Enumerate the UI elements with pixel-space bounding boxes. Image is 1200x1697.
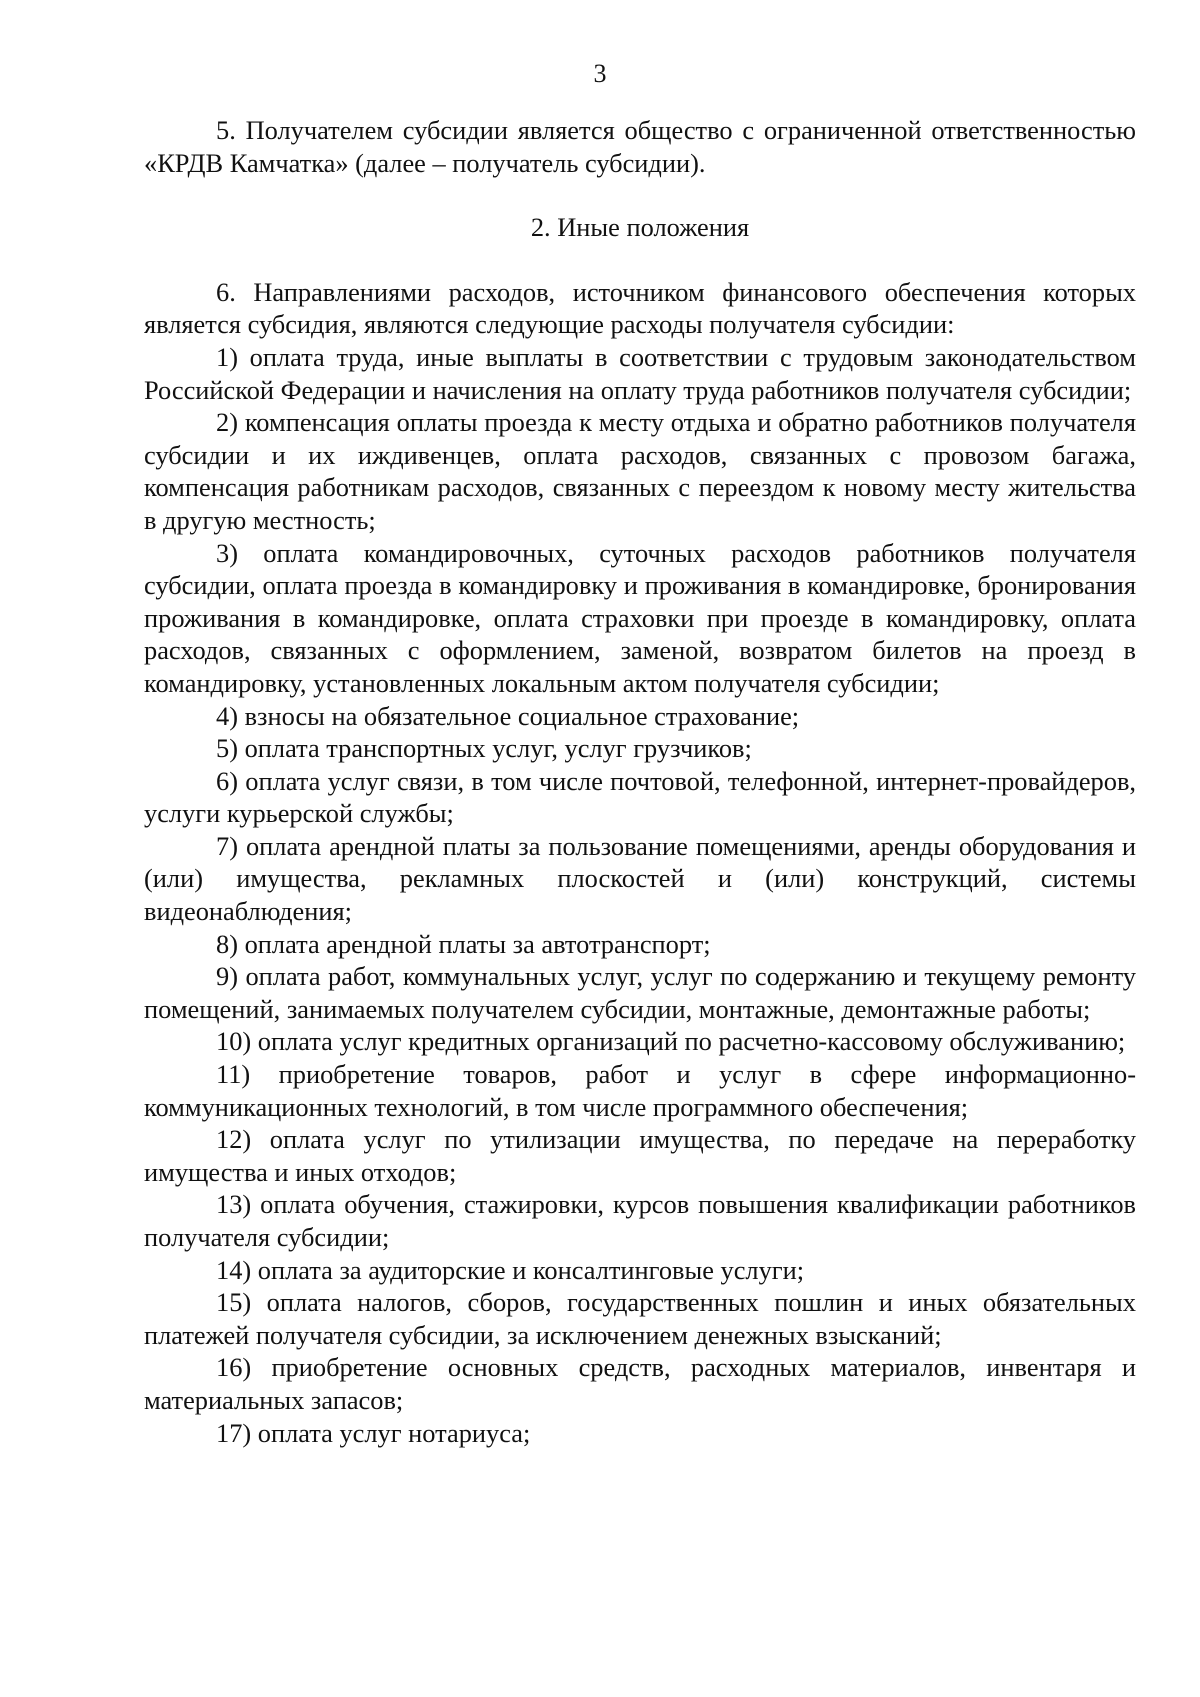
list-item-6: 6) оплата услуг связи, в том числе почтовой, телефонной, интернет-провайдеров, услуги курьерской службы;: [144, 765, 1136, 829]
list-item-10: 10) оплата услуг кредитных организаций по расчетно-кассовому обслуживанию;: [216, 1026, 1126, 1057]
list-item-14: 14) оплата за аудиторские и консалтинговые услуги;: [216, 1254, 805, 1285]
list-item-5: 5) оплата транспортных услуг, услуг грузчиков;: [216, 733, 752, 764]
paragraph-5: 5. Получателем субсидии является общество с ограниченной ответственностью «КРДВ Камчатка» (далее – получатель субсидии).: [144, 115, 1136, 178]
list-item-15: 15) оплата налогов, сборов, государственных пошлин и иных обязательных платежей получателя субсидии, за исключением денежных взысканий;: [144, 1287, 1136, 1350]
list-item-16: 16) приобретение основных средств, расходных материалов, инвентаря и материальных запасов;: [144, 1352, 1136, 1415]
list-item-17: 17) оплата услуг нотариуса;: [216, 1417, 531, 1448]
list-item-3: 3) оплата командировочных, суточных расходов работников получателя субсидии, оплата проезда в командировку и проживания в командировке, бронирования проживания в командировке, оплата страховки при проезде в командировку, оплата расходов, связанных с оформлением, заменой, возвратом билетов на проезд в командировку, установленных локальным актом получателя субсидии;: [144, 537, 1136, 698]
list-item-4: 4) взносы на обязательное социальное страхование;: [216, 700, 800, 731]
list-item-2: 2) компенсация оплаты проезда к месту отдыха и обратно работников получателя субсидии и их иждивенцев, оплата расходов, связанных с провозом багажа, компенсация работникам расходов, связанных с переездом к новому месту жительства в другую местность;: [144, 407, 1136, 535]
paragraph-6-intro: 6. Направлениями расходов, источником финансового обеспечения которых является субсидия, являются следующие расходы получателя субсидии:: [144, 276, 1136, 340]
list-item-9: 9) оплата работ, коммунальных услуг, услуг по содержанию и текущему ремонту помещений, занимаемых получателем субсидии, монтажные, демонтажные работы;: [144, 961, 1136, 1024]
list-item-11: 11) приобретение товаров, работ и услуг в сфере информационно-коммуникационных технологий, в том числе программного обеспечения;: [144, 1059, 1136, 1122]
section-heading: 2. Иные положения: [530, 212, 750, 243]
document-body: [144, 114, 1136, 1449]
list-item-12: 12) оплата услуг по утилизации имущества, по передаче на переработку имущества и иных отходов;: [144, 1124, 1136, 1187]
page-number: 3: [593, 59, 607, 88]
list-item-1: 1) оплата труда, иные выплаты в соответствии с трудовым законодательством Российской Федерации и начисления на оплату труда работников получателя субсидии;: [144, 341, 1136, 405]
list-item-8: 8) оплата арендной платы за автотранспорт;: [216, 928, 711, 959]
list-item-7: 7) оплата арендной платы за пользование помещениями, аренды оборудования и (или) имущества, рекламных плоскостей и (или) конструкций, системы видеонаблюдения;: [144, 830, 1136, 927]
list-item-13: 13) оплата обучения, стажировки, курсов повышения квалификации работников получателя субсидии;: [144, 1189, 1136, 1252]
